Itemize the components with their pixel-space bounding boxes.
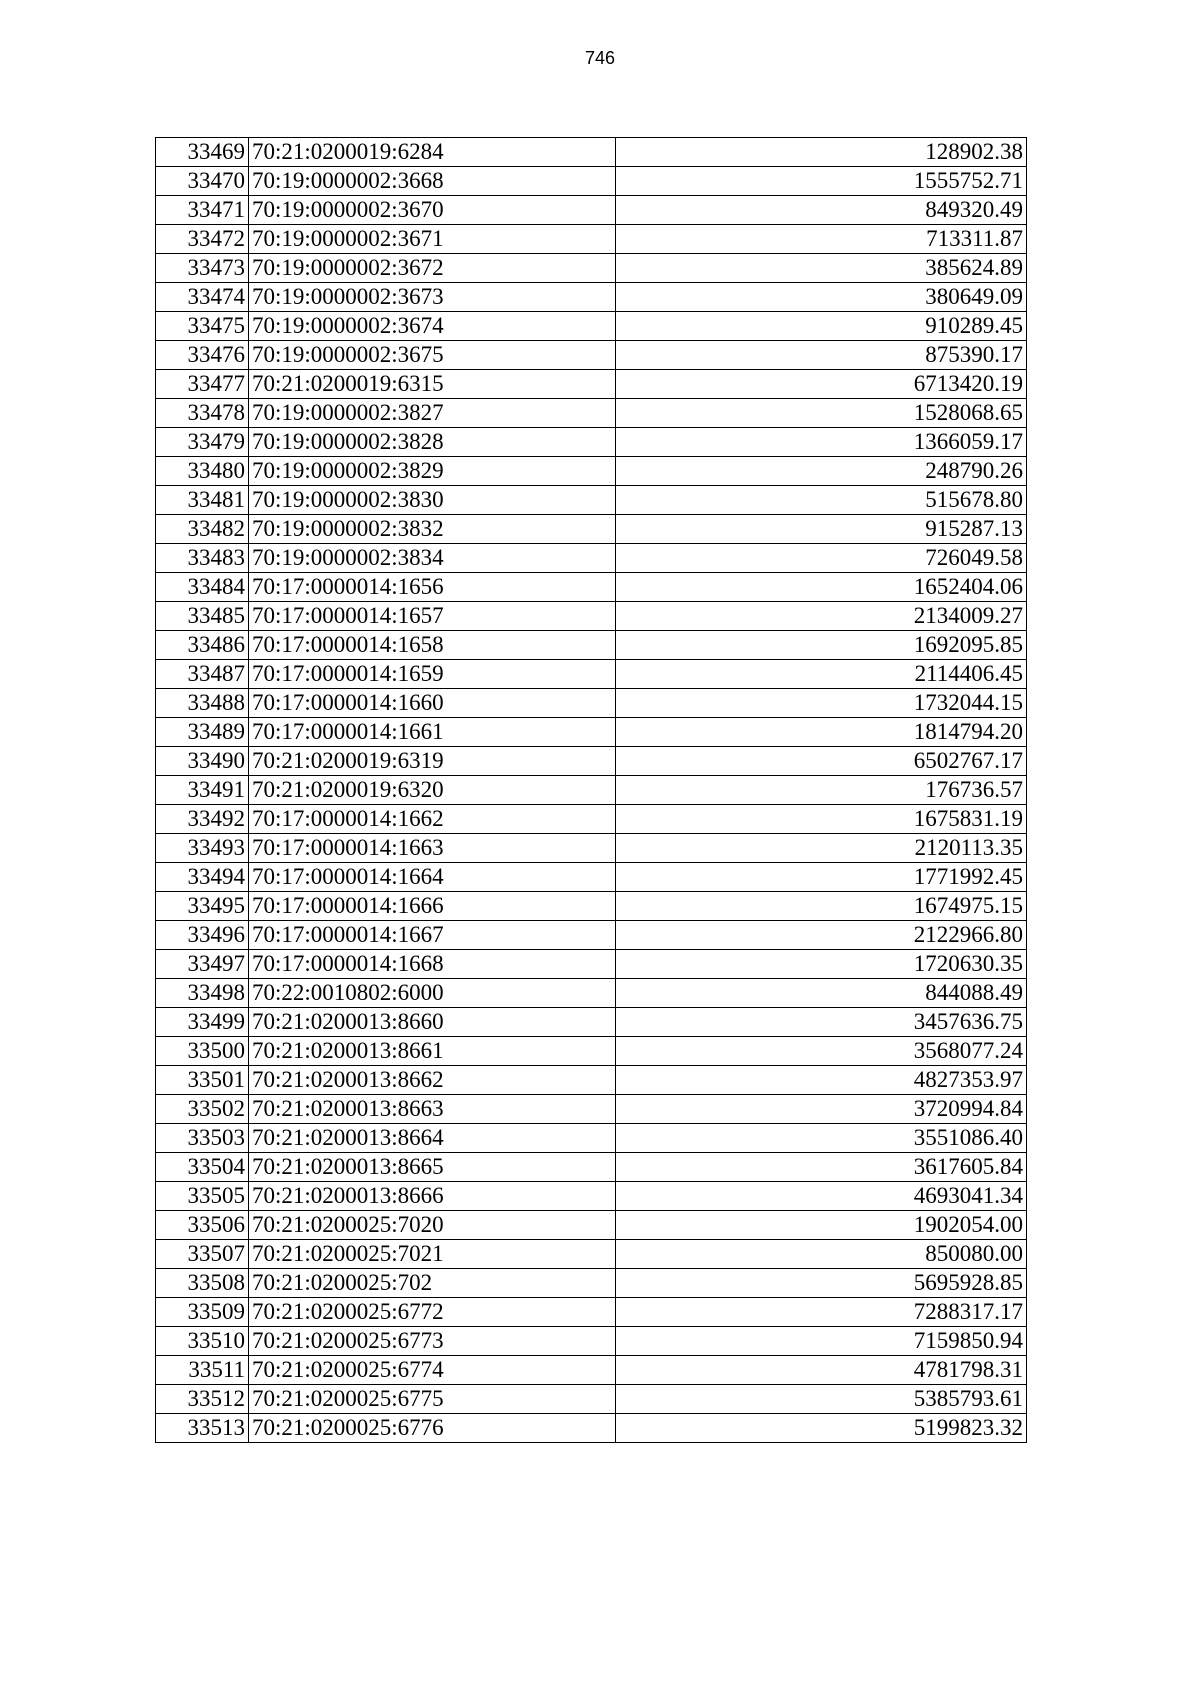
table-row [156,254,1027,283]
cadastral-value: 844088.49 [616,979,1027,1008]
row-number: 33496 [156,921,249,950]
cadastral-value: 1528068.65 [616,399,1027,428]
cadastral-number: 70:21:0200019:6319 [249,747,616,776]
table-row [156,747,1027,776]
cadastral-number: 70:17:0000014:1658 [249,631,616,660]
row-number: 33480 [156,457,249,486]
cadastral-number: 70:21:0200025:6776 [249,1414,616,1443]
row-number: 33513 [156,1414,249,1443]
cadastral-number: 70:19:0000002:3830 [249,486,616,515]
table-row [156,1414,1027,1443]
cadastral-number: 70:17:0000014:1657 [249,602,616,631]
table-row [156,1182,1027,1211]
row-number: 33487 [156,660,249,689]
table-row [156,428,1027,457]
cadastral-number: 70:21:0200025:702 [249,1269,616,1298]
row-number: 33481 [156,486,249,515]
cadastral-value: 5385793.61 [616,1385,1027,1414]
cadastral-number: 70:17:0000014:1656 [249,573,616,602]
cadastral-value: 176736.57 [616,776,1027,805]
table-row [156,1008,1027,1037]
cadastral-value: 1732044.15 [616,689,1027,718]
row-number: 33498 [156,979,249,1008]
cadastral-number: 70:21:0200013:8663 [249,1095,616,1124]
row-number: 33505 [156,1182,249,1211]
cadastral-number: 70:19:0000002:3672 [249,254,616,283]
cadastral-number: 70:19:0000002:3675 [249,341,616,370]
table-row [156,573,1027,602]
row-number: 33485 [156,602,249,631]
cadastral-number: 70:17:0000014:1664 [249,863,616,892]
table-row [156,370,1027,399]
cadastral-value-table [155,137,1027,1443]
cadastral-value: 849320.49 [616,196,1027,225]
row-number: 33511 [156,1356,249,1385]
cadastral-value: 1652404.06 [616,573,1027,602]
cadastral-value: 1720630.35 [616,950,1027,979]
cadastral-value: 515678.80 [616,486,1027,515]
cadastral-number: 70:19:0000002:3671 [249,225,616,254]
cadastral-value: 713311.87 [616,225,1027,254]
cadastral-value: 1674975.15 [616,892,1027,921]
table-row [156,399,1027,428]
cadastral-value: 3568077.24 [616,1037,1027,1066]
cadastral-value: 3720994.84 [616,1095,1027,1124]
table-row [156,1066,1027,1095]
table-row [156,544,1027,573]
table-row [156,167,1027,196]
cadastral-value: 726049.58 [616,544,1027,573]
table-row [156,1240,1027,1269]
table-row [156,1385,1027,1414]
row-number: 33472 [156,225,249,254]
cadastral-number: 70:17:0000014:1663 [249,834,616,863]
table-row [156,1095,1027,1124]
cadastral-number: 70:19:0000002:3829 [249,457,616,486]
row-number: 33484 [156,573,249,602]
row-number: 33491 [156,776,249,805]
table-row [156,979,1027,1008]
cadastral-number: 70:19:0000002:3834 [249,544,616,573]
row-number: 33470 [156,167,249,196]
cadastral-value: 1366059.17 [616,428,1027,457]
cadastral-number: 70:21:0200013:8666 [249,1182,616,1211]
cadastral-number: 70:17:0000014:1666 [249,892,616,921]
cadastral-value: 2122966.80 [616,921,1027,950]
row-number: 33488 [156,689,249,718]
table-row [156,138,1027,167]
table-row [156,863,1027,892]
row-number: 33492 [156,805,249,834]
table-row [156,1153,1027,1182]
table-row [156,718,1027,747]
cadastral-value: 385624.89 [616,254,1027,283]
cadastral-value: 6713420.19 [616,370,1027,399]
cadastral-number: 70:21:0200025:6773 [249,1327,616,1356]
cadastral-value: 4827353.97 [616,1066,1027,1095]
row-number: 33477 [156,370,249,399]
table-row [156,1269,1027,1298]
row-number: 33482 [156,515,249,544]
table-row [156,834,1027,863]
cadastral-number: 70:21:0200013:8664 [249,1124,616,1153]
table-row [156,196,1027,225]
row-number: 33476 [156,341,249,370]
row-number: 33510 [156,1327,249,1356]
cadastral-value: 850080.00 [616,1240,1027,1269]
row-number: 33489 [156,718,249,747]
table-body [156,138,1027,1443]
cadastral-number: 70:19:0000002:3674 [249,312,616,341]
row-number: 33473 [156,254,249,283]
cadastral-number: 70:21:0200025:6775 [249,1385,616,1414]
row-number: 33508 [156,1269,249,1298]
table-row [156,515,1027,544]
cadastral-number: 70:21:0200013:8662 [249,1066,616,1095]
cadastral-number: 70:17:0000014:1660 [249,689,616,718]
cadastral-value: 1692095.85 [616,631,1027,660]
row-number: 33499 [156,1008,249,1037]
table-row [156,689,1027,718]
cadastral-value: 128902.38 [616,138,1027,167]
table-row [156,341,1027,370]
cadastral-value: 3551086.40 [616,1124,1027,1153]
cadastral-number: 70:19:0000002:3670 [249,196,616,225]
table-row [156,1037,1027,1066]
table-row [156,1327,1027,1356]
row-number: 33478 [156,399,249,428]
cadastral-value: 1902054.00 [616,1211,1027,1240]
cadastral-value: 248790.26 [616,457,1027,486]
cadastral-number: 70:19:0000002:3673 [249,283,616,312]
cadastral-value: 915287.13 [616,515,1027,544]
table-row [156,660,1027,689]
cadastral-number: 70:19:0000002:3828 [249,428,616,457]
cadastral-number: 70:17:0000014:1659 [249,660,616,689]
cadastral-number: 70:21:0200013:8665 [249,1153,616,1182]
cadastral-value: 2134009.27 [616,602,1027,631]
cadastral-number: 70:17:0000014:1661 [249,718,616,747]
row-number: 33494 [156,863,249,892]
table-row [156,486,1027,515]
cadastral-value: 1675831.19 [616,805,1027,834]
row-number: 33503 [156,1124,249,1153]
table-row [156,225,1027,254]
cadastral-value: 4693041.34 [616,1182,1027,1211]
cadastral-number: 70:19:0000002:3832 [249,515,616,544]
cadastral-value: 3457636.75 [616,1008,1027,1037]
cadastral-value: 380649.09 [616,283,1027,312]
cadastral-value: 5695928.85 [616,1269,1027,1298]
cadastral-value: 3617605.84 [616,1153,1027,1182]
cadastral-number: 70:17:0000014:1667 [249,921,616,950]
cadastral-number: 70:21:0200025:6772 [249,1298,616,1327]
table-row [156,1211,1027,1240]
cadastral-number: 70:21:0200025:6774 [249,1356,616,1385]
cadastral-number: 70:17:0000014:1668 [249,950,616,979]
table-row [156,631,1027,660]
cadastral-value: 910289.45 [616,312,1027,341]
row-number: 33502 [156,1095,249,1124]
table-row [156,950,1027,979]
cadastral-value: 5199823.32 [616,1414,1027,1443]
cadastral-number: 70:21:0200025:7021 [249,1240,616,1269]
table-row [156,457,1027,486]
page-number: 746 [584,48,616,68]
cadastral-number: 70:21:0200013:8660 [249,1008,616,1037]
table-row [156,1356,1027,1385]
cadastral-number: 70:17:0000014:1662 [249,805,616,834]
cadastral-value: 1555752.71 [616,167,1027,196]
table-row [156,1298,1027,1327]
cadastral-value: 7288317.17 [616,1298,1027,1327]
row-number: 33486 [156,631,249,660]
row-number: 33475 [156,312,249,341]
cadastral-number: 70:21:0200019:6284 [249,138,616,167]
row-number: 33469 [156,138,249,167]
table-row [156,921,1027,950]
cadastral-number: 70:21:0200019:6315 [249,370,616,399]
row-number: 33490 [156,747,249,776]
cadastral-value: 2114406.45 [616,660,1027,689]
table-row [156,776,1027,805]
cadastral-value: 2120113.35 [616,834,1027,863]
row-number: 33512 [156,1385,249,1414]
cadastral-value: 4781798.31 [616,1356,1027,1385]
row-number: 33474 [156,283,249,312]
cadastral-number: 70:21:0200025:7020 [249,1211,616,1240]
row-number: 33507 [156,1240,249,1269]
cadastral-value: 1814794.20 [616,718,1027,747]
table-row [156,602,1027,631]
row-number: 33479 [156,428,249,457]
cadastral-value: 1771992.45 [616,863,1027,892]
table-row [156,1124,1027,1153]
cadastral-number: 70:21:0200013:8661 [249,1037,616,1066]
row-number: 33495 [156,892,249,921]
table-row [156,805,1027,834]
cadastral-number: 70:19:0000002:3827 [249,399,616,428]
cadastral-value: 875390.17 [616,341,1027,370]
table-row [156,892,1027,921]
table-row [156,312,1027,341]
cadastral-value: 7159850.94 [616,1327,1027,1356]
cadastral-number: 70:21:0200019:6320 [249,776,616,805]
row-number: 33471 [156,196,249,225]
cadastral-value: 6502767.17 [616,747,1027,776]
row-number: 33500 [156,1037,249,1066]
row-number: 33493 [156,834,249,863]
row-number: 33509 [156,1298,249,1327]
row-number: 33497 [156,950,249,979]
row-number: 33501 [156,1066,249,1095]
row-number: 33483 [156,544,249,573]
row-number: 33504 [156,1153,249,1182]
row-number: 33506 [156,1211,249,1240]
cadastral-number: 70:22:0010802:6000 [249,979,616,1008]
table-row [156,283,1027,312]
cadastral-number: 70:19:0000002:3668 [249,167,616,196]
